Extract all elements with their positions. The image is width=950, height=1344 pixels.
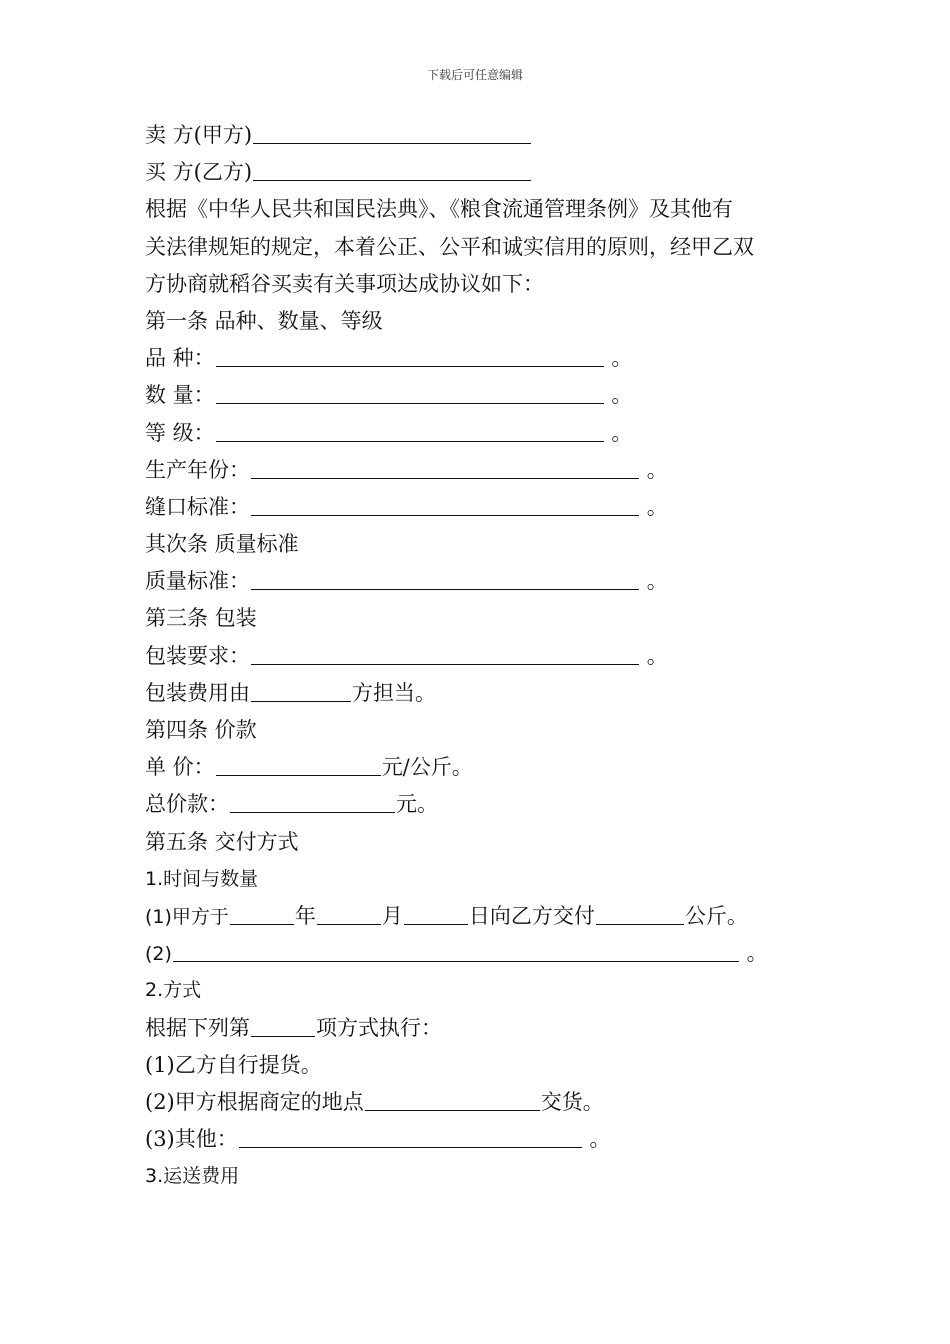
quality-blank[interactable]	[251, 565, 639, 590]
total-price-suffix: 元。	[396, 792, 438, 817]
buyer-blank[interactable]	[253, 156, 531, 181]
delivery-time-label: (1)甲方于	[145, 905, 229, 928]
period: 。	[646, 457, 668, 482]
article-5-title: 第五条 交付方式	[145, 829, 299, 854]
seam-line	[145, 489, 825, 526]
section-3-title: 3.运送费用	[145, 1165, 240, 1188]
method-choice-blank[interactable]	[251, 1012, 315, 1037]
year-label: 生产年份：	[145, 457, 250, 482]
packaging-fee-line	[145, 675, 825, 712]
variety-line	[145, 340, 825, 377]
seller-line	[145, 117, 825, 154]
option-3-blank[interactable]	[239, 1123, 582, 1148]
year-field[interactable]	[230, 900, 294, 925]
location-blank[interactable]	[365, 1086, 540, 1111]
buyer-label: 买 方(乙方)	[145, 160, 253, 185]
variety-blank[interactable]	[216, 342, 604, 367]
article-3-title: 第三条 包装	[145, 606, 257, 631]
article-1-title: 第一条 品种、数量、等级	[145, 308, 383, 333]
page-header: 下载后可任意编辑	[426, 68, 523, 82]
year-line	[145, 452, 825, 489]
quality-label: 质量标准：	[145, 569, 250, 594]
seam-label: 缝口标准：	[145, 494, 250, 519]
period: 。	[589, 1127, 611, 1152]
quantity-line	[145, 377, 825, 414]
unit-price-line	[145, 749, 825, 786]
unit-price-suffix: 元/公斤。	[381, 755, 473, 780]
quantity-blank[interactable]	[216, 379, 604, 404]
delivery-other-line	[145, 935, 825, 972]
period: 。	[611, 383, 633, 408]
packaging-fee-label: 包装费用由	[145, 680, 250, 705]
unit-price-label: 单 价：	[145, 755, 215, 780]
year-text: 年	[294, 903, 316, 928]
total-price-blank[interactable]	[230, 788, 395, 813]
unit-price-blank[interactable]	[216, 751, 381, 776]
packaging-fee-blank[interactable]	[251, 677, 351, 702]
month-field[interactable]	[317, 900, 381, 925]
option-2-suffix: 交货。	[540, 1089, 604, 1114]
kg-field[interactable]	[596, 900, 684, 925]
quantity-label: 数 量：	[145, 383, 215, 408]
total-price-label: 总价款：	[145, 792, 229, 817]
option-2-line	[145, 1084, 825, 1121]
delivery-other-label: (2)	[145, 943, 172, 966]
grade-label: 等 级：	[145, 420, 215, 445]
method-choice-line	[145, 1010, 825, 1047]
packaging-fee-suffix: 方担当。	[352, 680, 436, 705]
packaging-req-blank[interactable]	[251, 640, 639, 665]
buyer-line	[145, 154, 825, 191]
month-text: 月	[381, 903, 403, 928]
period: 。	[646, 643, 668, 668]
day-text: 日向乙方交付	[468, 903, 595, 928]
packaging-req-label: 包装要求：	[145, 643, 250, 668]
method-choice-label: 根据下列第	[145, 1015, 250, 1040]
intro-line-2: 关法律规矩的规定，本着公正、公平和诚实信用的原则，经甲乙双	[145, 234, 754, 259]
quality-line	[145, 563, 825, 600]
method-choice-suffix: 项方式执行：	[316, 1015, 442, 1040]
option-2-label: (2)甲方根据商定的地点	[145, 1089, 364, 1114]
total-price-line	[145, 786, 825, 823]
packaging-req-line	[145, 638, 825, 675]
intro-line-3: 方协商就稻谷买卖有关事项达成协议如下：	[145, 271, 544, 296]
year-blank[interactable]	[251, 454, 639, 479]
grade-line	[145, 415, 825, 452]
period: 。	[746, 941, 768, 966]
contract-body	[145, 117, 825, 1195]
section-1-title: 1.时间与数量	[145, 867, 259, 890]
period: 。	[611, 420, 633, 445]
seller-label: 卖 方(甲方)	[145, 123, 253, 147]
variety-label: 品 种：	[145, 346, 215, 371]
section-2-title: 2.方式	[145, 979, 202, 1002]
period: 。	[646, 569, 668, 594]
article-2-title: 其次条 质量标准	[145, 532, 299, 557]
option-3-line	[145, 1121, 825, 1158]
delivery-other-blank[interactable]	[173, 937, 739, 962]
seam-blank[interactable]	[251, 491, 639, 516]
period: 。	[646, 494, 668, 519]
grade-blank[interactable]	[216, 417, 604, 442]
day-field[interactable]	[404, 900, 468, 925]
intro-line-1: 根据《中华人民共和国民法典》、《粮食流通管理条例》及其他有	[145, 197, 733, 222]
delivery-time-line	[145, 898, 825, 935]
period: 。	[611, 346, 633, 371]
kg-text: 公斤。	[684, 903, 748, 928]
seller-blank[interactable]	[253, 119, 531, 144]
option-1: (1)乙方自行提货。	[145, 1052, 322, 1077]
option-3-label: (3)其他：	[145, 1127, 238, 1152]
article-4-title: 第四条 价款	[145, 718, 257, 742]
